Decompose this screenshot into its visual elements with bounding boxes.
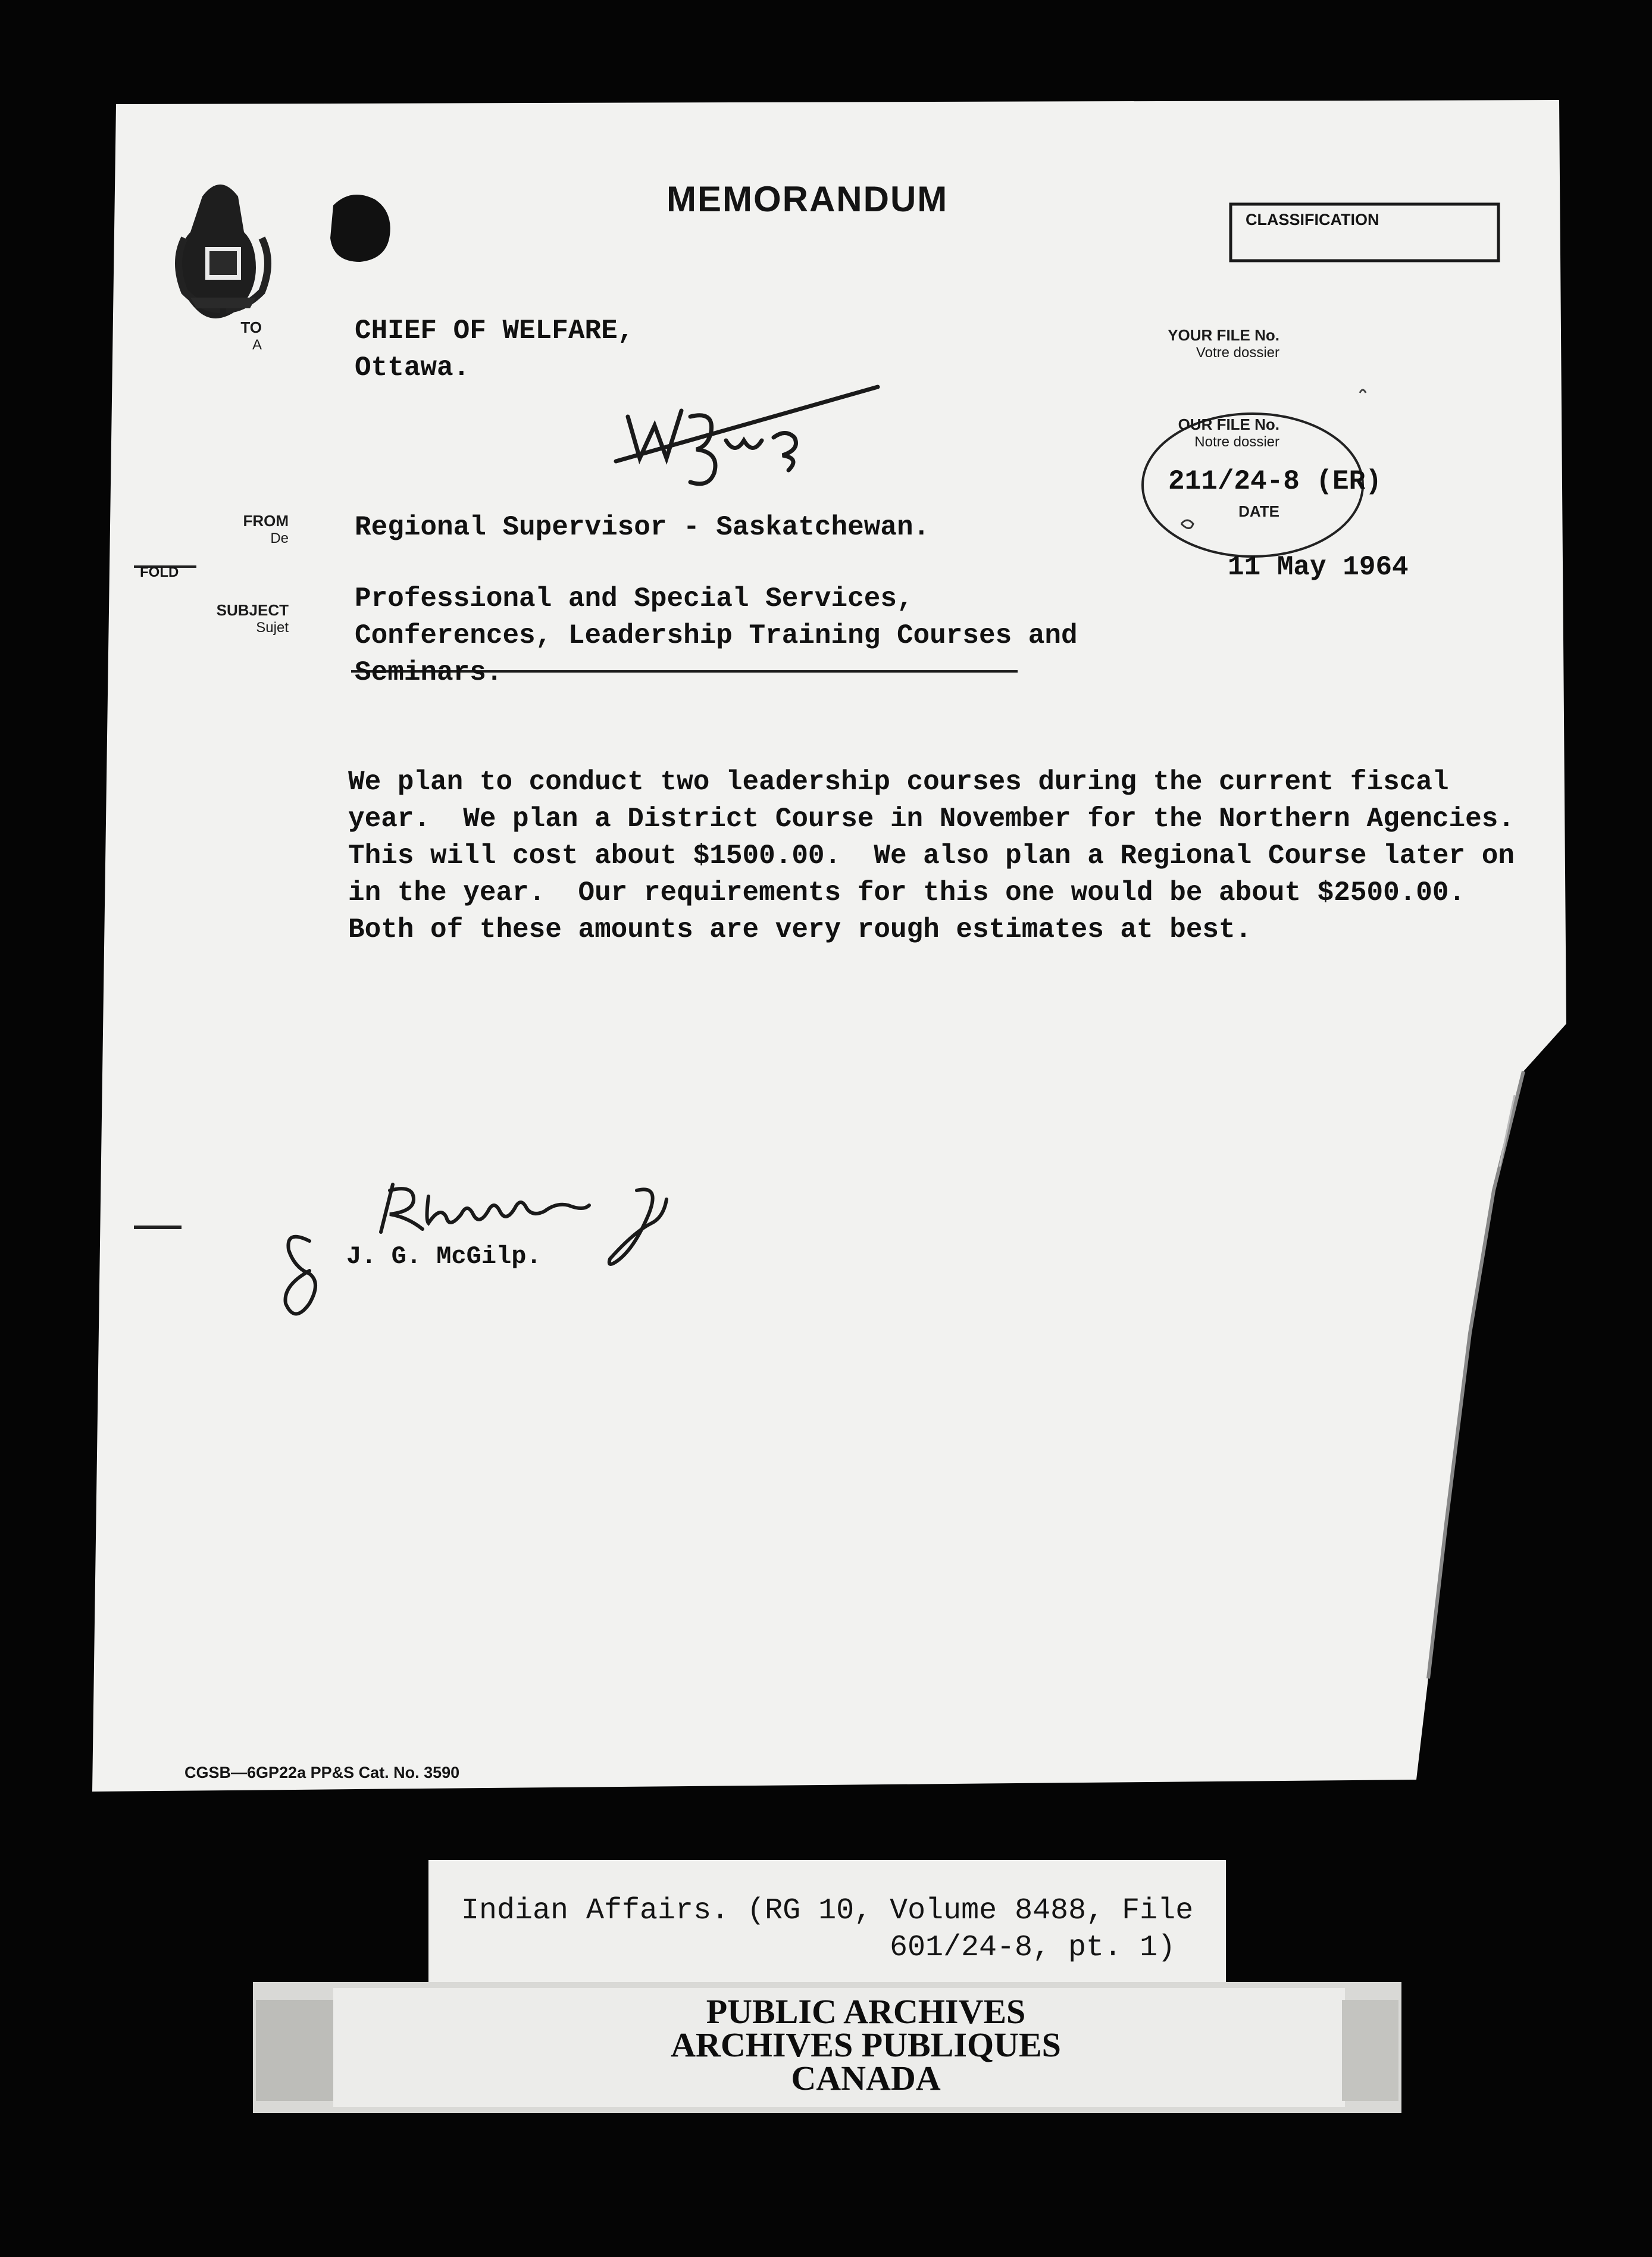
archive-stamp: PUBLIC ARCHIVES ARCHIVES PUBLIQUES CANADA bbox=[671, 1992, 1061, 2097]
body-line: year. We plan a District Course in November for the Northern Agencies. bbox=[348, 804, 1515, 834]
date-value: 11 May 1964 bbox=[1228, 552, 1409, 583]
to-recipient: CHIEF OF WELFARE, Ottawa. bbox=[355, 315, 634, 383]
our-file-label: OUR FILE No. Notre dossier bbox=[1178, 415, 1279, 450]
from-label: FROM De bbox=[243, 512, 289, 546]
form-number: CGSB—6GP22a PP&S Cat. No. 3590 bbox=[184, 1764, 460, 1781]
ink-blot bbox=[330, 195, 390, 262]
body-line: We plan to conduct two leadership courses during the current fiscal bbox=[348, 767, 1449, 798]
subject-lines: Professional and Special Services, Conferences, Leadership Training Courses and Seminars. bbox=[355, 583, 1078, 688]
signatory-name: J. G. McGilp. bbox=[346, 1242, 542, 1271]
classification-label: CLASSIFICATION bbox=[1246, 211, 1379, 229]
memo-body bbox=[348, 764, 1515, 948]
our-file-number: 211/24-8 (ER) bbox=[1168, 466, 1382, 497]
fold-label: FOLD bbox=[140, 564, 179, 580]
from-value: Regional Supervisor - Saskatchewan. bbox=[355, 512, 930, 543]
your-file-label: YOUR FILE No. Votre dossier bbox=[1168, 326, 1279, 361]
body-line: Both of these amounts are very rough estimates at best. bbox=[348, 914, 1252, 945]
subject-label: SUBJECT Sujet bbox=[216, 601, 289, 636]
body-line: in the year. Our requirements for this one would be about $2500.00. bbox=[348, 877, 1466, 908]
body-line: This will cost about $1500.00. We also plan a Regional Course later on bbox=[348, 840, 1515, 871]
memo-title: MEMORANDUM bbox=[667, 179, 949, 219]
date-label: DATE bbox=[1238, 502, 1279, 520]
archive-reference: Indian Affairs. (RG 10, Volume 8488, File 601/24-8, pt. 1) bbox=[461, 1894, 1194, 1965]
to-label: TO A bbox=[240, 318, 262, 353]
